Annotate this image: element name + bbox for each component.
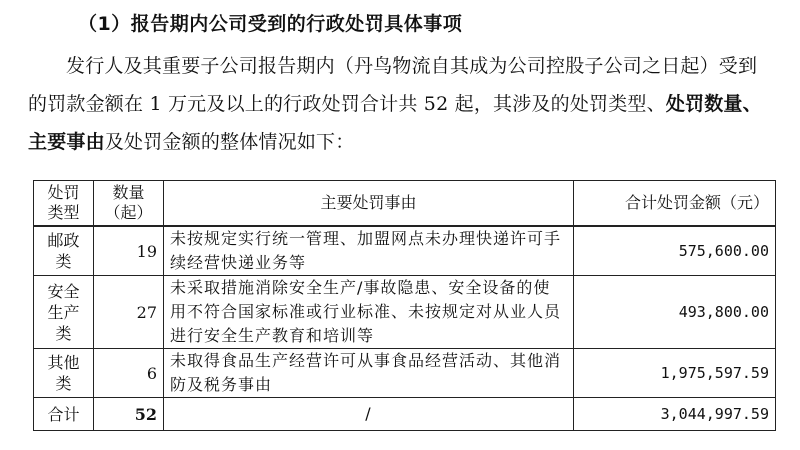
row-count: 6	[94, 349, 164, 398]
row-type: 其他类	[34, 349, 94, 398]
total-amount: 3,044,997.59	[574, 398, 776, 431]
table-header-row	[34, 181, 776, 227]
intro-text-part1: 发行人及其重要子公司报告期内（丹鸟物流自其成为公司控股子公司之日起）受到的罚款金额在 1 万元及以上的行政处罚合计共 52 起，其涉及的处罚类型、	[28, 55, 758, 115]
row-count: 27	[94, 276, 164, 349]
header-count: 数量（起）	[94, 181, 164, 227]
table-row	[34, 349, 776, 398]
intro-paragraph	[28, 47, 776, 161]
row-amount: 575,600.00	[574, 226, 776, 276]
header-type: 处罚类型	[34, 181, 94, 227]
intro-text-part2: 及处罚金额的整体情况如下：	[104, 131, 355, 153]
row-reason: 未采取措施消除安全生产/事故隐患、安全设备的使用不符合国家标准或行业标准、未按规定对从业人员进行安全生产教育和培训等	[164, 276, 574, 349]
header-amount: 合计处罚金额（元）	[574, 181, 776, 227]
penalty-table	[33, 180, 776, 431]
row-amount: 1,975,597.59	[574, 349, 776, 398]
header-reason: 主要处罚事由	[164, 181, 574, 227]
total-label: 合计	[34, 398, 94, 431]
row-amount: 493,800.00	[574, 276, 776, 349]
table-row	[34, 226, 776, 276]
row-count: 19	[94, 226, 164, 276]
intro-text-bold: 处罚数量、主要事由	[28, 93, 762, 153]
row-reason: 未取得食品生产经营许可从事食品经营活动、其他消防及税务事由	[164, 349, 574, 398]
section-heading: （1）报告期内公司受到的行政处罚具体事项	[78, 13, 463, 35]
total-reason: /	[164, 398, 574, 431]
total-count: 52	[94, 398, 164, 431]
row-type: 邮政类	[34, 226, 94, 276]
table-total-row	[34, 398, 776, 431]
table-row	[34, 276, 776, 349]
row-type: 安全生产类	[34, 276, 94, 349]
row-reason: 未按规定实行统一管理、加盟网点未办理快递许可手续经营快递业务等	[164, 226, 574, 276]
